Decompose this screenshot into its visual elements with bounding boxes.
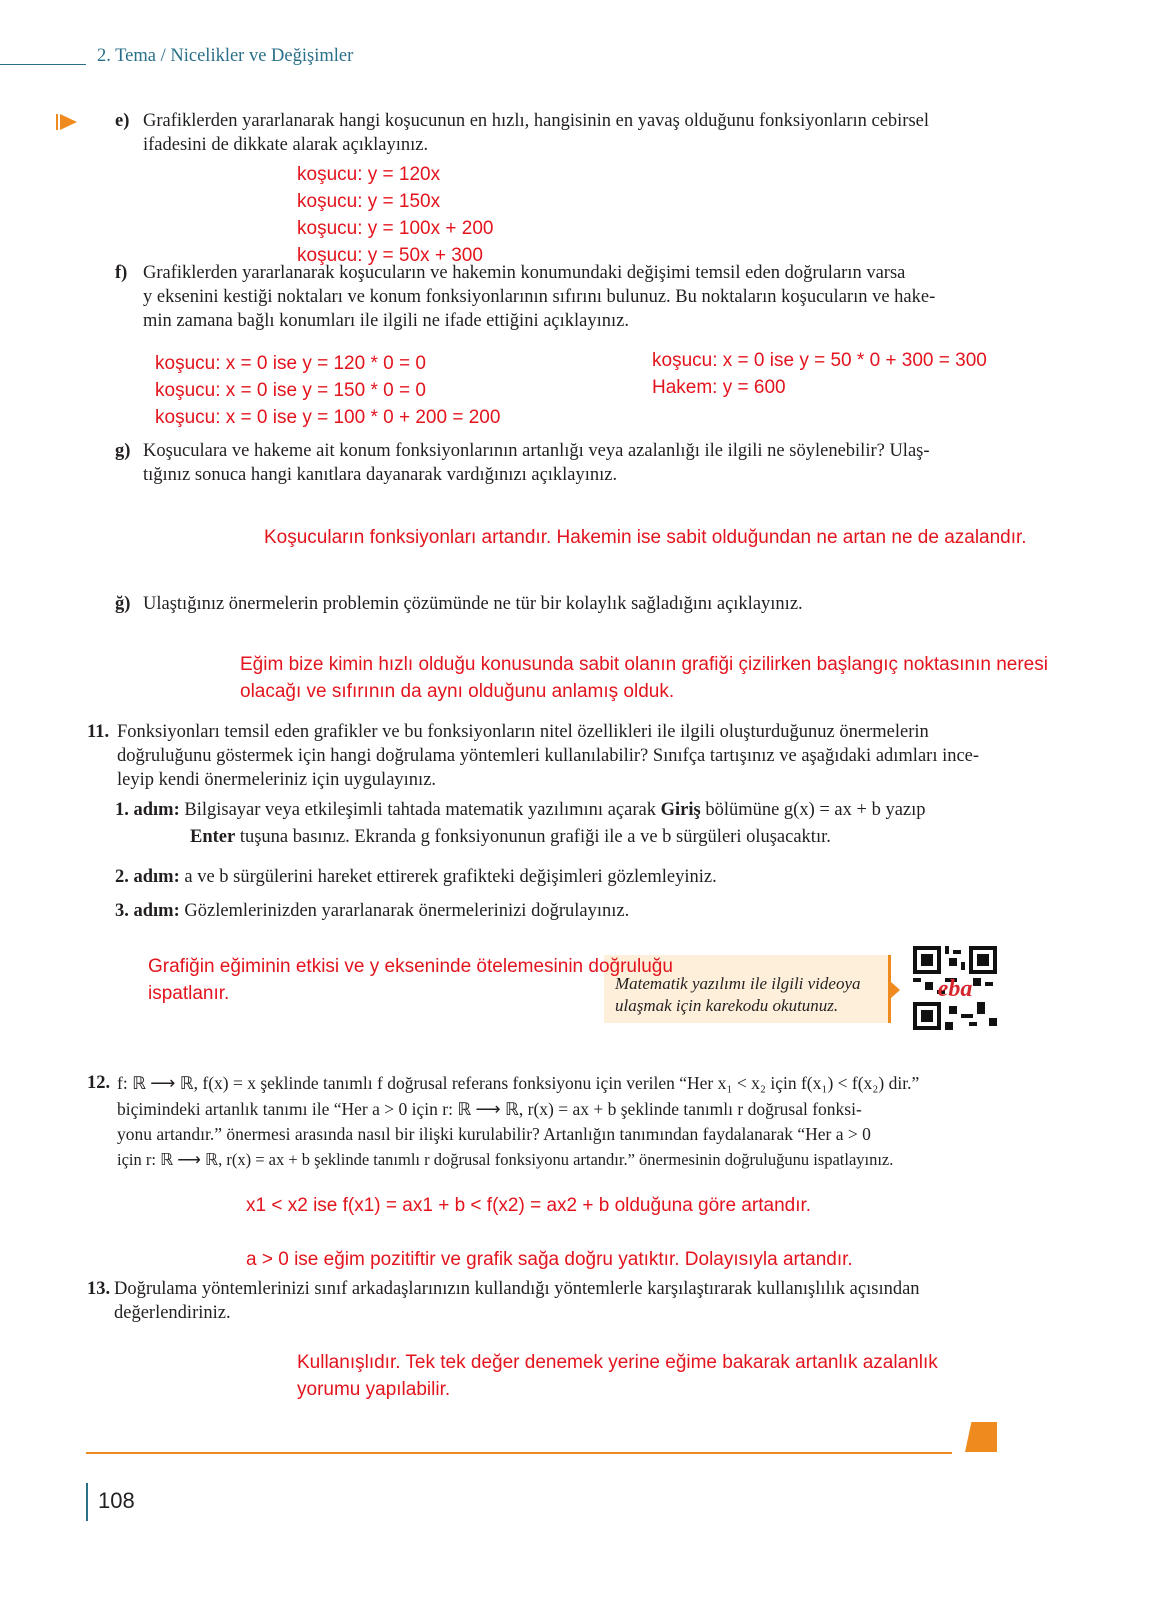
footer-corner-mark xyxy=(965,1422,997,1452)
step-3 xyxy=(115,899,629,923)
question-g-text: tığınız sonuca hangi kanıtlara dayanarak vardığınızı açıklayınız. xyxy=(143,465,618,485)
callout-text: ulaşmak için karekodu okutunuz. xyxy=(615,996,839,1015)
answer-e: koşucu: y = 150x xyxy=(297,191,441,212)
answer-e: koşucu: y = 50x + 300 xyxy=(297,245,483,266)
answer-f-left: koşucu: x = 0 ise y = 120 * 0 = 0 xyxy=(155,353,426,374)
question-g-label: g) xyxy=(115,441,131,461)
answer-f-right: Hakem: y = 600 xyxy=(652,377,786,398)
callout-text: Matematik yazılımı ile ilgili videoya xyxy=(615,974,861,993)
eba-logo: eba xyxy=(937,976,973,1002)
question-12-label: 12. xyxy=(87,1073,111,1093)
question-f-label: f) xyxy=(115,263,128,283)
question-11-text: Fonksiyonları temsil eden grafikler ve bu fonksiyonların nitel özellikleri ile ilgili oluşturduğunuz önermelerin xyxy=(117,722,929,742)
question-11-text: leyip kendi önermeleriniz için uygulayınız. xyxy=(117,770,437,790)
step-3-text: Gözlemlerinizden yararlanarak önermelerinizi doğrulayınız. xyxy=(184,901,630,921)
step-3-label: 3. adım: xyxy=(115,901,180,921)
answer-gg: Eğim bize kimin hızlı olduğu konusunda sabit olanın grafiği çizilirken başlangıç noktasının neresi xyxy=(240,654,1048,675)
answer-11: Grafiğin eğiminin etkisi ve y ekseninde ötelemesinin doğruluğu xyxy=(148,956,673,977)
question-gg-text: Ulaştığınız önermelerin problemin çözümünde ne tür bir kolaylık sağladığını açıklayınız. xyxy=(143,594,803,614)
step-1-text: bölümüne g(x) = ax + b yazıp xyxy=(705,800,926,820)
callout-arrow-icon xyxy=(891,982,900,998)
page-number-rule xyxy=(86,1483,88,1521)
answer-g: Koşucuların fonksiyonları artandır. Hakemin ise sabit olduğundan ne artan ne de azalandır. xyxy=(264,527,1027,548)
step-1-label: 1. adım: xyxy=(115,800,180,820)
step-2-label: 2. adım: xyxy=(115,867,180,887)
answer-gg: olacağı ve sıfırının da aynı olduğunu anlamış olduk. xyxy=(240,681,675,702)
answer-e: koşucu: y = 120x xyxy=(297,164,441,185)
answer-13: Kullanışlıdır. Tek tek değer denemek yerine eğime bakarak artanlık azalanlık xyxy=(297,1352,938,1373)
question-f-text: Grafiklerden yararlanarak koşucuların ve hakemin konumundaki değişimi temsil eden doğruların varsa xyxy=(143,263,906,283)
answer-13: yorumu yapılabilir. xyxy=(297,1379,451,1400)
play-arrow-icon xyxy=(60,114,77,130)
question-e-text: ifadesini de dikkate alarak açıklayınız. xyxy=(143,135,429,155)
answer-12: a > 0 ise eğim pozitiftir ve grafik sağa doğru yatıktır. Dolayısıyla artandır. xyxy=(246,1249,853,1270)
answer-e: koşucu: y = 100x + 200 xyxy=(297,218,494,239)
answer-11: ispatlanır. xyxy=(148,983,230,1004)
page-header-title: 2. Tema / Nicelikler ve Değişimler xyxy=(97,46,354,66)
step-1-bold: Giriş xyxy=(660,800,701,820)
question-11-label: 11. xyxy=(87,722,110,742)
step-1 xyxy=(115,798,926,822)
answer-f-right: koşucu: x = 0 ise y = 50 * 0 + 300 = 300 xyxy=(652,350,987,371)
footer-rule xyxy=(86,1452,952,1454)
question-e-label: e) xyxy=(115,111,130,131)
qr-code-icon[interactable] xyxy=(913,946,997,1030)
question-13-label: 13. xyxy=(87,1279,111,1299)
question-e-text: Grafiklerden yararlanarak hangi koşucunun en hızlı, hangisinin en yavaş olduğunu fonksiyonların cebirsel xyxy=(143,111,930,131)
question-13-text: Doğrulama yöntemlerinizi sınıf arkadaşlarınızın kullandığı yöntemlerle karşılaştırarak kullanışlılık açısından xyxy=(114,1279,920,1299)
question-12-text: yonu artandır.” önermesi arasında nasıl bir ilişki kurulabilir? Artanlığın tanımından faydalanarak “Her a > 0 xyxy=(117,1124,871,1144)
question-g-text: Koşuculara ve hakeme ait konum fonksiyonlarının artanlığı veya azalanlığı ile ilgili ne söylenebilir? Ulaş- xyxy=(143,441,930,461)
question-f-text: min zamana bağlı konumları ile ilgili ne ifade ettiğini açıklayınız. xyxy=(143,311,629,331)
question-12-text: f: ℝ ⟶ ℝ, f(x) = x şeklinde tanımlı f doğrusal referans fonksiyonu için verilen “Her x₁ < x₂ için f(x₁) < f(x₂) dir.” xyxy=(117,1073,920,1093)
answer-12: x1 < x2 ise f(x1) = ax1 + b < f(x2) = ax2 + b olduğuna göre artandır. xyxy=(246,1195,812,1216)
step-1-text: tuşuna basınız. Ekranda g fonksiyonunun grafiği ile a ve b sürgüleri oluşacaktır. xyxy=(239,827,831,847)
header-rule xyxy=(0,64,86,65)
step-2-text: a ve b sürgülerini hareket ettirerek grafikteki değişimleri gözlemleyiniz. xyxy=(184,867,717,887)
question-11-text: doğruluğunu göstermek için hangi doğrulama yöntemleri kullanılabilir? Sınıfça tartışınız ve aşağıdaki adımları ince- xyxy=(117,746,980,766)
answer-f-left: koşucu: x = 0 ise y = 150 * 0 = 0 xyxy=(155,380,426,401)
step-1-bold: Enter xyxy=(190,827,236,847)
answer-f-left: koşucu: x = 0 ise y = 100 * 0 + 200 = 200 xyxy=(155,407,501,428)
question-12-text: için r: ℝ ⟶ ℝ, r(x) = ax + b şeklinde tanımlı r doğrusal fonksiyonu artandır.” önermesinin doğruluğunu ispatlayınız. xyxy=(117,1150,894,1169)
page-number: 108 xyxy=(98,1488,135,1513)
question-12-text: biçimindeki artanlık tanımı ile “Her a > 0 için r: ℝ ⟶ ℝ, r(x) = ax + b şeklinde tanımlı r doğrusal fonksi- xyxy=(117,1099,862,1119)
step-1-text: Bilgisayar veya etkileşimli tahtada matematik yazılımını açarak xyxy=(184,800,656,820)
step-1-cont xyxy=(190,825,831,849)
step-2 xyxy=(115,865,717,889)
question-gg-label: ğ) xyxy=(115,594,131,614)
question-13-text: değerlendiriniz. xyxy=(114,1303,231,1323)
question-f-text: y eksenini kestiği noktaları ve konum fonksiyonlarının sıfırını bulunuz. Bu noktaların koşucuların ve hake- xyxy=(143,287,936,307)
